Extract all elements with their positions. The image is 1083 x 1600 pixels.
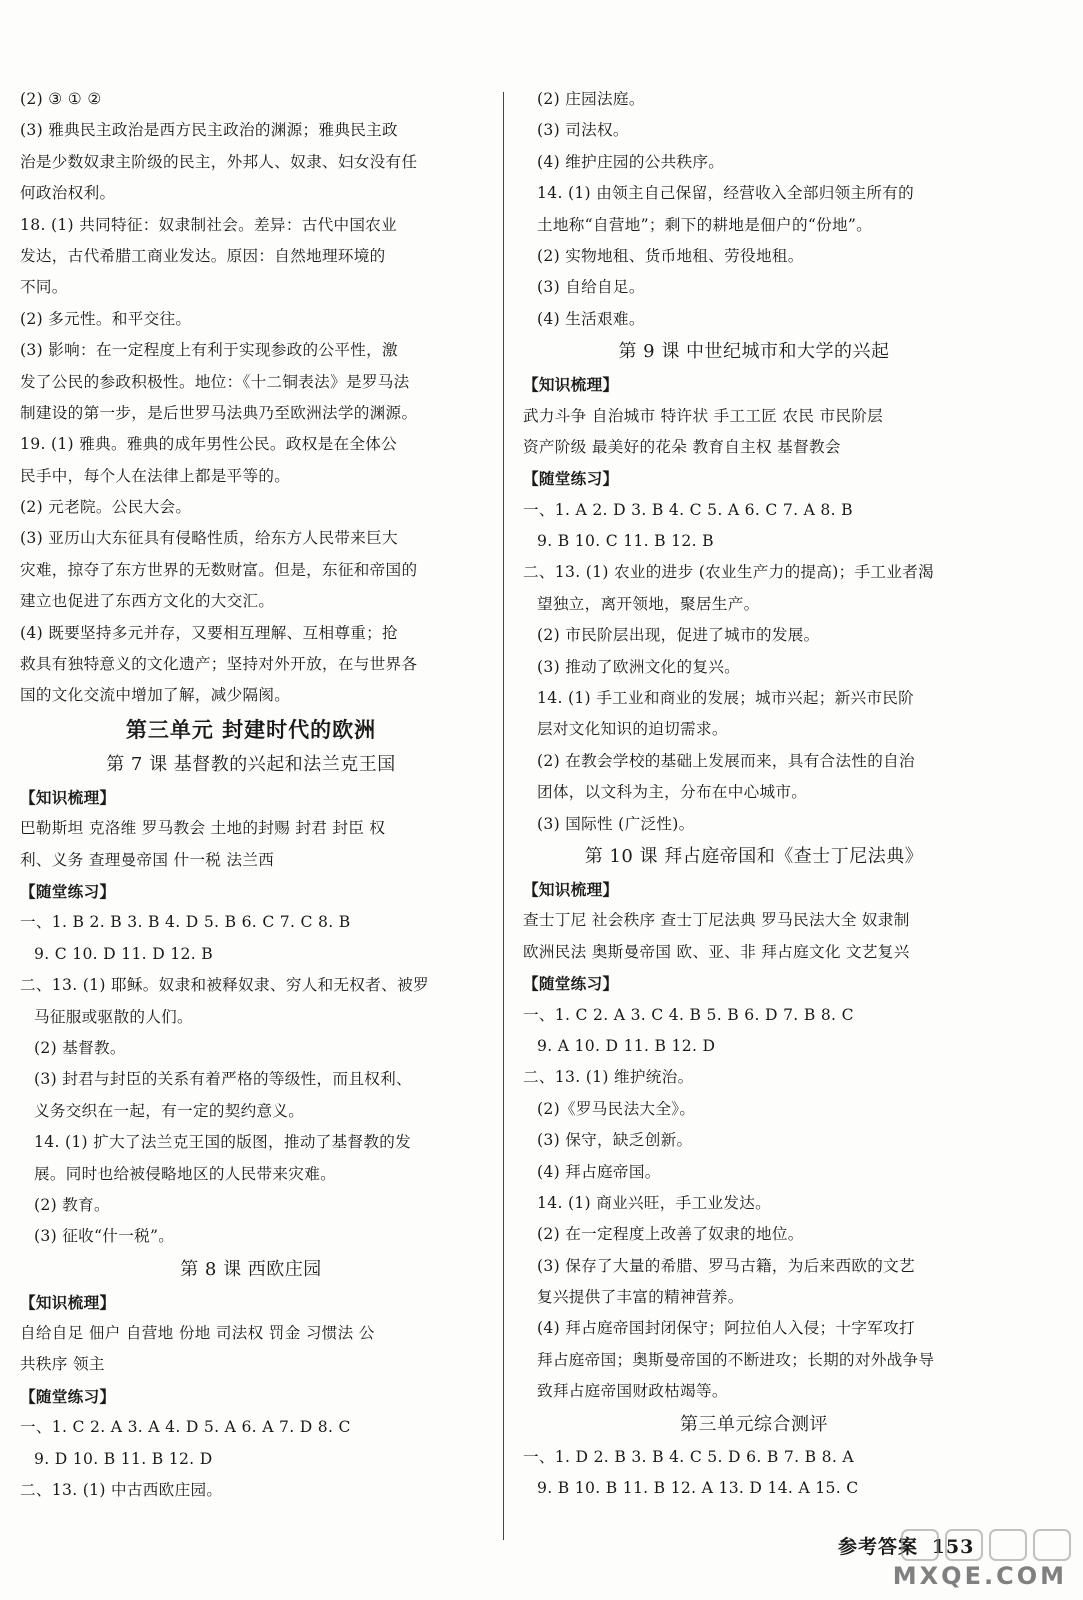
text-line: (2) 在教会学校的基础上发展而来，具有合法性的自治 [537, 751, 915, 770]
text-line: 民手中，每个人在法律上都是平等的。 [20, 466, 291, 485]
text-line: 二、13. (1) 耶稣。奴隶和被释奴隶、穷人和无权者、被罗 [20, 976, 429, 995]
text-line: (3) 征收“什一税”。 [34, 1227, 175, 1246]
text-line: 一、1. A 2. D 3. B 4. C 5. A 6. C 7. A 8. B [523, 500, 853, 519]
text-line: 义务交织在一起，有一定的契约意义。 [34, 1101, 305, 1120]
text-line: 自给自足 佃户 自营地 份地 司法权 罚金 习惯法 公 [20, 1324, 375, 1343]
text-line: 资产阶级 最美好的花朵 教育自主权 基督教会 [523, 437, 841, 456]
section-heading: 【知识梳理】 [20, 1292, 116, 1312]
text-line: 团体，以文科为主，分布在中心城市。 [537, 783, 808, 802]
lesson-title: 第 7 课 基督教的兴起和法兰克王国 [106, 753, 396, 775]
text-line: 巴勒斯坦 克洛维 罗马教会 土地的封赐 封君 封臣 权 [20, 819, 386, 838]
text-line: 武力斗争 自治城市 特许状 手工工匠 农民 市民阶层 [523, 406, 884, 425]
text-line: 建立也促进了东西方文化的大交汇。 [20, 592, 275, 611]
text-line: 二、13. (1) 农业的进步 (农业生产力的提高)；手工业者渴 [523, 563, 934, 582]
text-line: (3) 国际性 (广泛性)。 [537, 814, 695, 833]
text-line: 展。同时也给被侵略地区的人民带来灾难。 [34, 1164, 336, 1183]
text-line: (4) 维护庄园的公共秩序。 [537, 152, 725, 171]
column-divider [503, 92, 504, 1540]
text-line: (2) 市民阶层出现，促进了城市的发展。 [537, 626, 820, 645]
text-line: (2) 庄园法庭。 [537, 90, 645, 108]
text-line: 制建设的第一步，是后世罗马法典乃至欧洲法学的渊源。 [20, 403, 418, 422]
text-line: 不同。 [20, 278, 68, 297]
text-line: (4) 拜占庭帝国。 [537, 1162, 661, 1181]
text-line: (3) 雅典民主政治是西方民主政治的渊源；雅典民主政 [20, 121, 398, 140]
lesson-title: 第 8 课 西欧庄园 [180, 1258, 322, 1280]
text-line: (2) 基督教。 [34, 1038, 126, 1057]
text-line: 欧洲民法 奥斯曼帝国 欧、亚、非 拜占庭文化 文艺复兴 [523, 942, 910, 961]
lesson-title: 第三单元综合测评 [680, 1413, 828, 1435]
lesson-title: 第 9 课 中世纪城市和大学的兴起 [618, 341, 890, 363]
text-line: 二、13. (1) 中古西欧庄园。 [20, 1481, 223, 1500]
text-line: (3) 影响：在一定程度上有利于实现参政的公平性，激 [20, 341, 398, 360]
text-line: 19. (1) 雅典。雅典的成年男性公民。政权是在全体公 [20, 435, 398, 454]
text-line: (2) ③ ① ② [20, 90, 102, 108]
text-line: 一、1. B 2. B 3. B 4. D 5. B 6. C 7. C 8. B [20, 913, 351, 932]
text-line: 复兴提供了丰富的精神营养。 [537, 1288, 744, 1307]
text-line: (3) 保存了大量的希腊、罗马古籍，为后来西欧的文艺 [537, 1256, 915, 1275]
text-line: 发了公民的参政积极性。地位：《十二铜表法》是罗马法 [20, 372, 410, 391]
text-line: (4) 既要坚持多元并存，又要相互理解、互相尊重；抢 [20, 623, 398, 642]
text-line: (3) 亚历山大东征具有侵略性质，给东方人民带来巨大 [20, 529, 398, 548]
text-line: 一、1. D 2. B 3. B 4. C 5. D 6. B 7. B 8. A [523, 1447, 854, 1466]
text-line: 马征服或驱散的人们。 [34, 1007, 193, 1026]
section-heading: 【随堂练习】 [523, 469, 619, 489]
text-line: 14. (1) 商业兴旺，手工业发达。 [537, 1193, 772, 1212]
text-line: 14. (1) 由领主自己保留，经营收入全部归领主所有的 [537, 184, 915, 203]
text-line: 治是少数奴隶主阶级的民主，外邦人、奴隶、妇女没有任 [20, 152, 418, 171]
text-line: 9. C 10. D 11. D 12. B [34, 944, 213, 963]
text-line: 致拜占庭帝国财政枯竭等。 [537, 1382, 728, 1401]
text-line: 共秩序 领主 [20, 1355, 105, 1374]
footer-label: 参考答案 [838, 1536, 919, 1558]
section-heading: 【随堂练习】 [20, 1386, 116, 1406]
text-line: 救具有独特意义的文化遗产；坚持对外开放，在与世界各 [20, 655, 418, 674]
text-line: 国的文化交流中增加了解，减少隔阂。 [20, 686, 291, 705]
watermark-logo [862, 1526, 1077, 1594]
watermark-text: MXQE.COM [892, 1562, 1067, 1590]
text-line: 14. (1) 扩大了法兰克王国的版图，推动了基督教的发 [34, 1133, 412, 1152]
lesson-title: 第 10 课 拜占庭帝国和《查士丁尼法典》 [584, 845, 924, 867]
text-line: 利、义务 查理曼帝国 什一税 法兰西 [20, 850, 275, 869]
text-line: (2) 元老院。公民大会。 [20, 498, 192, 517]
text-line: (3) 司法权。 [537, 121, 629, 140]
text-line: (2) 教育。 [34, 1195, 110, 1214]
text-line: 灾难，掠夺了东方世界的无数财富。但是，东征和帝国的 [20, 560, 418, 579]
text-line: (4) 生活艰难。 [537, 309, 645, 328]
section-heading: 【知识梳理】 [20, 787, 116, 807]
text-line: 土地称“自营地”；剩下的耕地是佃户的“份地”。 [537, 215, 873, 234]
text-line: 18. (1) 共同特征：奴隶制社会。差异：古代中国农业 [20, 215, 398, 234]
text-line: 14. (1) 手工业和商业的发展；城市兴起；新兴市民阶 [537, 689, 915, 708]
page-number: 153 [931, 1536, 975, 1558]
text-line: 拜占庭帝国；奥斯曼帝国的不断进攻；长期的对外战争导 [537, 1350, 935, 1369]
text-line: (3) 封君与封臣的关系有着严格的等级性，而且权利、 [34, 1070, 412, 1089]
text-line: 一、1. C 2. A 3. A 4. D 5. A 6. A 7. D 8. C [20, 1418, 351, 1437]
section-heading: 【随堂练习】 [523, 974, 619, 994]
section-heading: 【知识梳理】 [523, 375, 619, 395]
text-line: (2) 实物地租、货币地租、劳役地租。 [537, 246, 804, 265]
text-line: 何政治权利。 [20, 184, 116, 203]
text-line: 发达，古代希腊工商业发达。原因：自然地理环境的 [20, 246, 386, 265]
text-line: (2)《罗马民法大全》。 [537, 1099, 696, 1118]
text-line: 二、13. (1) 维护统治。 [523, 1068, 694, 1087]
right-column [523, 84, 985, 1504]
unit-title: 第三单元 封建时代的欧洲 [125, 716, 377, 742]
text-line: (3) 保守，缺乏创新。 [537, 1131, 693, 1150]
text-line: 望独立，离开领地，聚居生产。 [537, 594, 760, 613]
left-column [20, 84, 482, 1506]
text-line: (4) 拜占庭帝国封闭保守；阿拉伯人入侵；十字军攻打 [537, 1319, 915, 1338]
text-line: (3) 推动了欧洲文化的复兴。 [537, 657, 741, 676]
text-line: (3) 自给自足。 [537, 278, 645, 297]
section-heading: 【知识梳理】 [523, 879, 619, 899]
text-line: 9. B 10. B 11. B 12. A 13. D 14. A 15. C [537, 1479, 859, 1498]
text-line: 一、1. C 2. A 3. C 4. B 5. B 6. D 7. B 8. C [523, 1005, 854, 1024]
text-line: (2) 多元性。和平交往。 [20, 309, 192, 328]
text-line: 查士丁尼 社会秩序 查士丁尼法典 罗马民法大全 奴隶制 [523, 911, 910, 930]
text-line: 层对文化知识的迫切需求。 [537, 720, 728, 739]
text-line: 9. B 10. C 11. B 12. B [537, 532, 714, 551]
section-heading: 【随堂练习】 [20, 881, 116, 901]
text-line: (2) 在一定程度上改善了奴隶的地位。 [537, 1225, 804, 1244]
text-line: 9. A 10. D 11. B 12. D [537, 1036, 716, 1055]
text-line: 9. D 10. B 11. B 12. D [34, 1449, 213, 1468]
